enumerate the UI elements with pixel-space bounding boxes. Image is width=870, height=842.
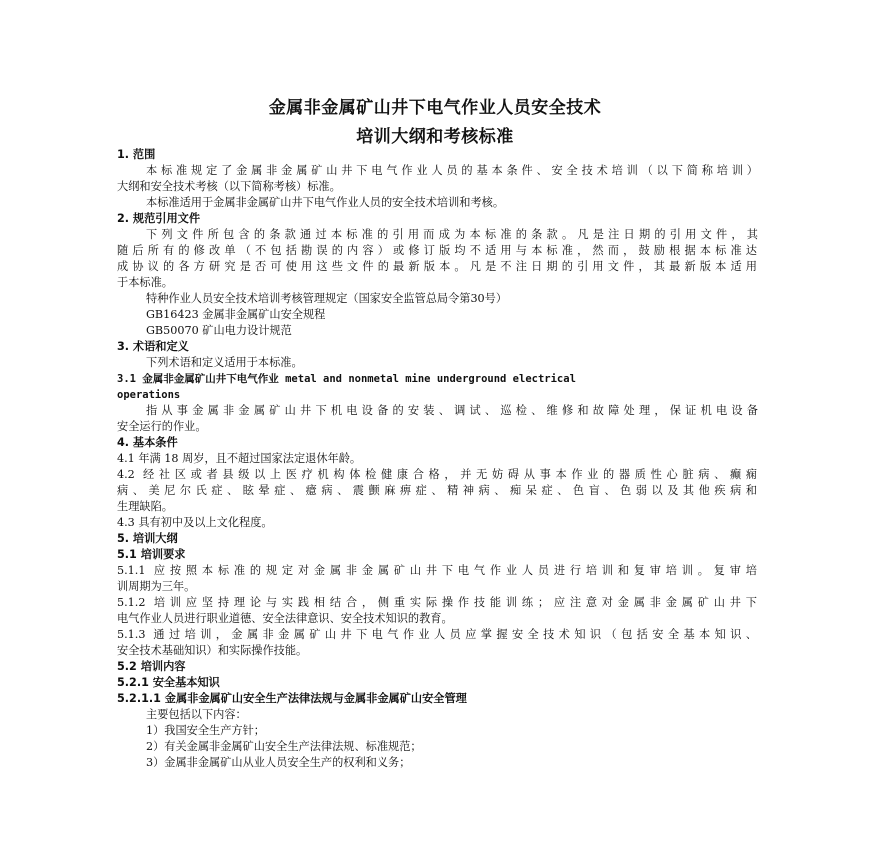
paragraph-line: 5.1.2 培训应坚持理论与实践相结合，侧重实际操作技能训练；应注意对金属非金属矿山井下 (117, 596, 757, 609)
section-1-heading: 1. 范围 (117, 148, 156, 161)
subsection-heading: 5.2 培训内容 (117, 660, 186, 673)
section-3-heading: 3. 术语和定义 (117, 340, 189, 353)
subsection-heading: 5.2.1 安全基本知识 (117, 676, 220, 689)
subsection-heading: 5.2.1.1 金属非金属矿山安全生产法律法规与金属非金属矿山安全管理 (117, 692, 467, 705)
section-2-heading: 2. 规范引用文件 (117, 212, 201, 225)
paragraph-line: 安全技术基础知识）和实际操作技能。 (117, 644, 308, 657)
paragraph-line: 本标准适用于金属非金属矿山井下电气作业人员的安全技术培训和考核。 (146, 196, 505, 209)
list-item: 3）金属非金属矿山从业人员安全生产的权利和义务； (146, 756, 411, 769)
document-title-line-1: 金属非金属矿山井下电气作业人员安全技术 (268, 98, 602, 118)
paragraph-line: 4.3 具有初中及以上文化程度。 (117, 516, 273, 529)
term-definition-heading: 3.1 金属非金属矿山井下电气作业 metal and nonmetal mine underground electrical (117, 373, 576, 385)
list-item: 2）有关金属非金属矿山安全生产法律法规、标准规范； (146, 740, 422, 753)
reference-line: 特种作业人员安全技术培训考核管理规定（国家安全监管总局令第30号） (146, 292, 508, 305)
paragraph-line: 5.1.3 通过培训，金属非金属矿山井下电气作业人员应掌握安全技术知识（包括安全基本知识、 (117, 628, 757, 641)
paragraph-line: 于本标准。 (117, 276, 173, 289)
paragraph-line: 训周期为三年。 (117, 580, 196, 593)
paragraph-line: 4.2 经社区或者县级以上医疗机构体检健康合格，并无妨碍从事本作业的器质性心脏病、癫痫 (117, 468, 757, 481)
paragraph-line: 下列文件所包含的条款通过本标准的引用而成为本标准的条款。凡是注日期的引用文件，其 (146, 228, 758, 241)
paragraph-line: 电气作业人员进行职业道德、安全法律意识、安全技术知识的教育。 (117, 612, 453, 625)
paragraph-line: 大纲和安全技术考核（以下简称考核）标准。 (117, 180, 341, 193)
list-item: 1）我国安全生产方针； (146, 724, 265, 737)
document-title-line-2: 培训大纲和考核标准 (356, 127, 514, 147)
subsection-heading: 5.1 培训要求 (117, 548, 186, 561)
section-4-heading: 4. 基本条件 (117, 436, 178, 449)
paragraph-line: 生理缺陷。 (117, 500, 173, 513)
section-5-heading: 5. 培训大纲 (117, 532, 178, 545)
paragraph-line: 5.1.1 应按照本标准的规定对金属非金属矿山井下电气作业人员进行培训和复审培训。复审培 (117, 564, 757, 577)
paragraph-line: 本标准规定了金属非金属矿山井下电气作业人员的基本条件、安全技术培训（以下简称培训） (146, 164, 758, 177)
term-definition-heading: operations (117, 389, 181, 401)
reference-line: GB16423 金属非金属矿山安全规程 (146, 308, 326, 321)
paragraph-line: 下列术语和定义适用于本标准。 (146, 356, 303, 369)
paragraph-line: 成协议的各方研究是否可使用这些文件的最新版本。凡是不注日期的引用文件，其最新版本适用 (117, 260, 757, 273)
paragraph-line: 病、美尼尔氏症、眩晕症、癔病、震颤麻痹症、精神病、痴呆症、色盲、色弱以及其他疾病和 (117, 484, 757, 497)
paragraph-line: 主要包括以下内容： (146, 708, 247, 721)
paragraph-line: 随后所有的修改单（不包括勘误的内容）或修订版均不适用与本标准，然而，鼓励根据本标准达 (117, 244, 757, 257)
paragraph-line: 安全运行的作业。 (117, 420, 207, 433)
reference-line: GB50070 矿山电力设计规范 (146, 324, 292, 337)
paragraph-line: 指从事金属非金属矿山井下机电设备的安装、调试、巡检、维修和故障处理，保证机电设备 (146, 404, 758, 417)
paragraph-line: 4.1 年满 18 周岁，且不超过国家法定退休年龄。 (117, 452, 362, 465)
